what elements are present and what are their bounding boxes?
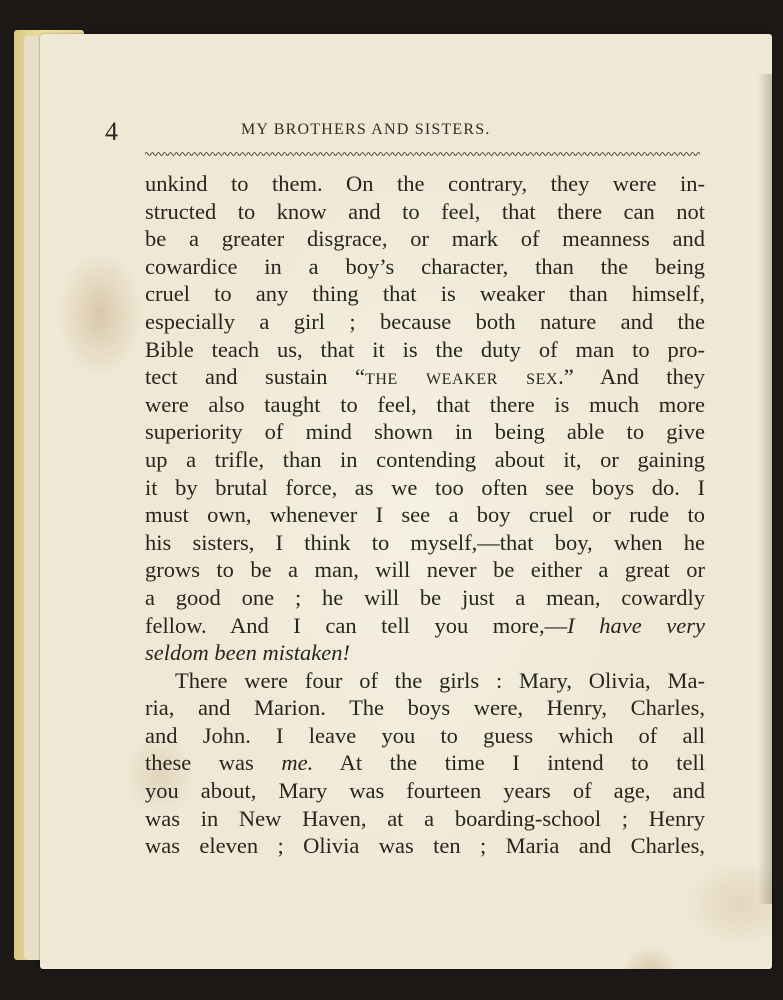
italic-word: me.	[281, 750, 314, 776]
text-line: cruel to any thing that is weaker than himself,	[145, 281, 705, 307]
paragraph-start-line: There were four of the girls : Mary, Olivia, Ma-	[175, 667, 705, 693]
page-number: 4	[105, 117, 118, 146]
text-line: unkind to them. On the contrary, they were in-	[145, 171, 705, 196]
text-line	[145, 363, 705, 391]
text-line	[145, 749, 705, 777]
italic-phrase: I have very	[567, 612, 706, 638]
text-run: fellow. And I can tell you more,—	[145, 612, 568, 638]
text-line: structed to know and to feel, that there can not	[145, 198, 705, 224]
text-run: At the time I intend to tell	[313, 750, 705, 776]
page-header	[105, 117, 705, 153]
header-wavy-rule	[145, 150, 700, 158]
text-run: these was	[145, 750, 282, 776]
text-line	[145, 612, 705, 640]
text-line: a good one ; he will be just a mean, cowardly	[145, 584, 705, 610]
text-line: grows to be a man, will never be either a great or	[145, 557, 705, 583]
text-line: was in New Haven, at a boarding-school ; Henry	[145, 805, 705, 831]
text-line: cowardice in a boy’s character, than the being	[145, 253, 705, 279]
text-line: must own, whenever I see a boy cruel or rude to	[145, 502, 705, 528]
text-line: up a trifle, than in contending about it, or gaining	[145, 446, 705, 472]
text-line: be a greater disgrace, or mark of meanness and	[145, 226, 705, 252]
text-line: it by brutal force, as we too often see boys do. I	[145, 474, 705, 500]
text-line: his sisters, I think to myself,—that boy, when he	[145, 529, 705, 555]
text-line: Bible teach us, that it is the duty of man to pro-	[145, 336, 705, 362]
page-curl-shadow	[758, 74, 772, 904]
text-line: and John. I leave you to guess which of all	[145, 722, 705, 748]
italic-line: seldom been mistaken!	[145, 640, 350, 666]
text-line: were also taught to feel, that there is much more	[145, 391, 705, 417]
text-line: superiority of mind shown in being able to give	[145, 419, 705, 445]
text-line: especially a girl ; because both nature and the	[145, 308, 705, 334]
text-line: ria, and Marion. The boys were, Henry, Charles,	[145, 695, 705, 721]
text-run: tect and sustain “	[145, 364, 365, 390]
running-head: MY BROTHERS AND SISTERS.	[241, 121, 491, 138]
small-caps-phrase: the weaker sex	[364, 364, 559, 390]
text-line: you about, Mary was fourteen years of age, and	[145, 778, 705, 804]
text-line: was eleven ; Olivia was ten ; Maria and Charles,	[145, 833, 705, 859]
body-text	[145, 170, 705, 860]
text-run: .” And they	[558, 364, 706, 390]
